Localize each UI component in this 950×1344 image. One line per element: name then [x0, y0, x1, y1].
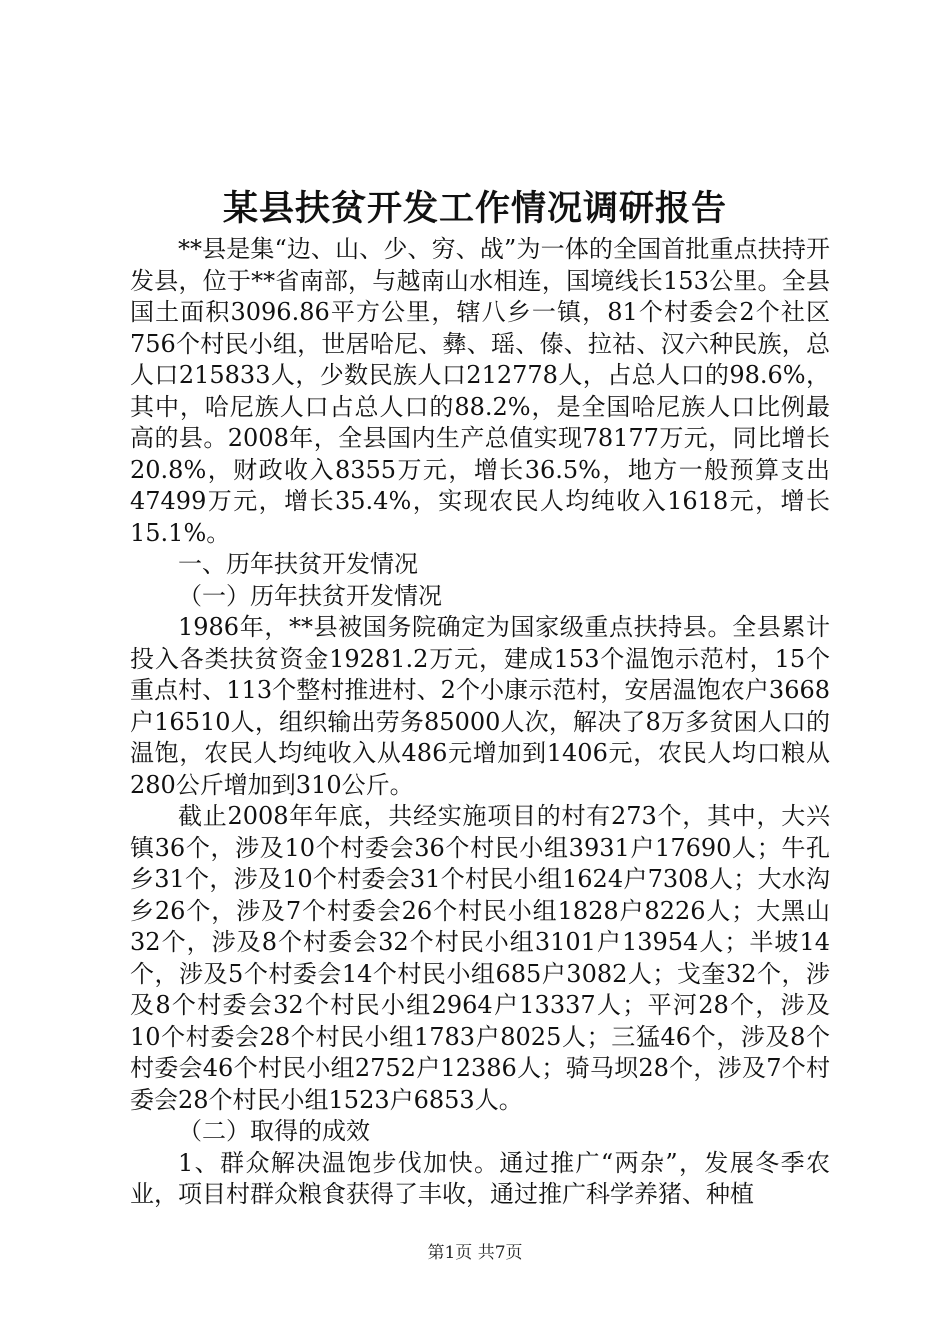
paragraph-overview: **县是集“边、山、少、穷、战”为一体的全国首批重点扶持开发县，位于**省南部，与越南山水相连，国境线长153公里。全县国土面积3096.86平方公里，辖八乡一镇，81个村委会2个社区756个村民小组，世居哈尼、彝、瑶、傣、拉祜、汉六种民族，总人口215833人，少数民族人口212778人，占总人口的98.6%，其中，哈尼族人口占总人口的88.2%，是全国哈尼族人口比例最高的县。2008年，全县国内生产总值实现78177万元，同比增长20.8%，财政收入8355万元，增长36.5%，地方一般预算支出47499万元，增长35.4%，实现农民人均纯收入1618元，增长15.1%。	[130, 235, 830, 547]
paragraph-history: 1986年，**县被国务院确定为国家级重点扶持县。全县累计投入各类扶贫资金19281.2万元，建成153个温饱示范村，15个重点村、113个整村推进村、2个小康示范村，安居温饱农户3668户16510人，组织输出劳务85000人次，解决了8万多贫困人口的温饱，农民人均纯收入从486元增加到1406元，农民人均口粮从280公斤增加到310公斤。	[130, 613, 830, 799]
subsection-heading-2: （二）取得的成效	[178, 1117, 370, 1145]
subsection-heading-1: （一）历年扶贫开发情况	[178, 581, 442, 610]
paragraph-achievements: 1、群众解决温饱步伐加快。通过推广“两杂”，发展冬季农业，项目村群众粮食获得了丰收，通过推广科学养猪、种植	[130, 1148, 830, 1208]
section-heading-1: 一、历年扶贫开发情况	[178, 550, 418, 578]
paragraph-projects: 截止2008年年底，共经实施项目的村有273个，其中，大兴镇36个，涉及10个村委会36个村民小组3931户17690人；牛孔乡31个，涉及10个村委会31个村民小组1624户7308人；大水沟乡26个，涉及7个村委会26个村民小组1828户8226人；大黑山32个，涉及8个村委会32个村民小组3101户13954人；半坡14个，涉及5个村委会14个村民小组685户3082人；戈奎32个，涉及8个村委会32个村民小组2964户13337人；平河28个，涉及10个村委会28个村民小组1783户8025人；三猛46个，涉及8个村委会46个村民小组2752户12386人；骑马坝28个，涉及7个村委会28个村民小组1523户6853人。	[130, 802, 830, 1114]
document-body	[130, 234, 830, 1211]
page-footer: 第1页 共7页	[427, 1243, 523, 1263]
document-title: 某县扶贫开发工作情况调研报告	[222, 188, 727, 229]
